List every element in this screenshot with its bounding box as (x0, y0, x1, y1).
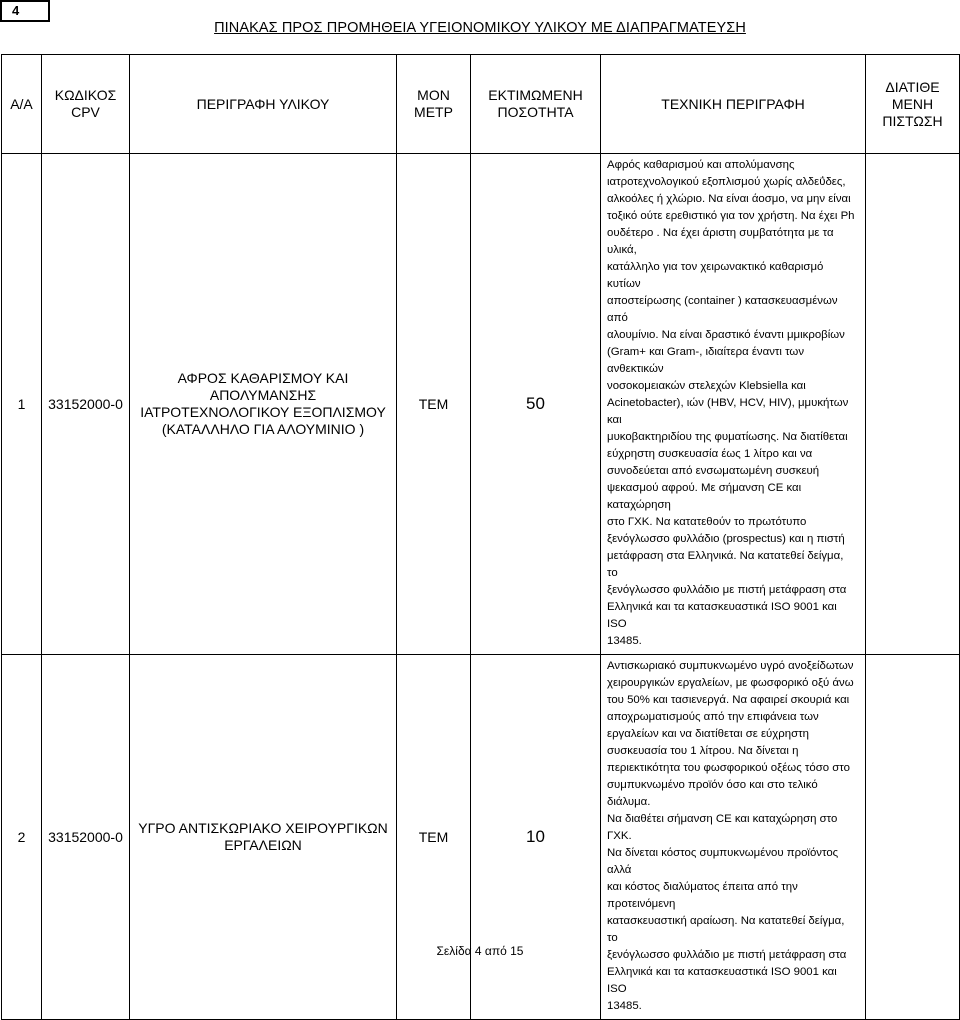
page-title: ΠΙΝΑΚΑΣ ΠΡΟΣ ΠΡΟΜΗΘΕΙΑ ΥΓΕΙΟΝΟΜΙΚΟΥ ΥΛΙΚΟΥ ΜΕ ΔΙΑΠΡΑΓΜΑΤΕΥΣΗ (214, 20, 746, 36)
row-aa: 1 (2, 154, 42, 655)
tech-line: (Gram+ και Gram-, ιδιαίτερα έναντι των ανθεκτικών (607, 346, 805, 375)
row-available-credit (866, 154, 960, 655)
tech-line: Αντισκωριακό συμπυκνωμένο υγρό ανοξείδωτων (607, 660, 854, 672)
tech-line: Να δίνεται κόστος συμπυκνωμένου προϊόντος αλλά (607, 847, 839, 876)
row-technical-description (601, 154, 866, 655)
row-quantity: 50 (471, 154, 601, 655)
tech-line: ψεκασμού αφρού. Με σήμανση CE και καταχώρηση (607, 482, 802, 511)
tech-line: μυκοβακτηριδίου της φυματίωσης. Να διατίθεται (607, 431, 848, 443)
tech-line: αποχρωματισμούς από την επιφάνεια των (607, 711, 819, 723)
tech-line: 13485. (607, 635, 642, 647)
row-cpv: 33152000-0 (42, 154, 130, 655)
tech-line: εργαλείων και να διατίθεται σε εύχρηστη (607, 728, 809, 740)
tech-line: ξενόγλωσσο φυλλάδιο με πιστή μετάφραση στα (607, 949, 847, 961)
tech-line: ιατροτεχνολογικού εξοπλισμού χωρίς αλδεΰδες, (607, 176, 846, 188)
tech-line: του 50% και τασιενεργά. Να αφαιρεί σκουριά και (607, 694, 850, 706)
header-available-credit: ΔΙΑΤΙΘΕ ΜΕΝΗ ΠΙΣΤΩΣΗ (866, 55, 960, 154)
tech-line: αλουμίνιο. Να είναι δραστικό έναντι μμικροβίων (607, 329, 845, 341)
row-cpv: 33152000-0 (42, 655, 130, 1020)
row-quantity: 10 (471, 655, 601, 1020)
header-technical-description: ΤΕΧΝΙΚΗ ΠΕΡΙΓΡΑΦΗ (601, 55, 866, 154)
tech-line: εύχρηστη συσκευασία έως 1 λίτρο και να (607, 448, 813, 460)
tech-line: κατασκευαστική αραίωση. Να κατατεθεί δείγμα, το (607, 915, 845, 944)
tech-line: Acinetobacter), ιών (HBV, HCV, HIV), μμυκήτων και (607, 397, 849, 426)
header-description: ΠΕΡΙΓΡΑΦΗ ΥΛΙΚΟΥ (130, 55, 397, 154)
page-footer: Σελίδα 4 από 15 (436, 944, 524, 958)
tech-line: Αφρός καθαρισμού και απολύμανσης (607, 159, 795, 171)
tech-line: αποστείρωσης (container ) κατασκευασμένων από (607, 295, 838, 324)
tech-line: αλκοόλες ή χλώριο. Να είναι άοσμο, να μην είναι (607, 193, 851, 205)
row-description: ΥΓΡΟ ΑΝΤΙΣΚΩΡΙΑΚΟ ΧΕΙΡΟΥΡΓΙΚΩΝ ΕΡΓΑΛΕΙΩΝ (130, 655, 397, 1020)
row-description: ΑΦΡΟΣ ΚΑΘΑΡΙΣΜΟΥ ΚΑΙ ΑΠΟΛΥΜΑΝΣΗΣ ΙΑΤΡΟΤΕΧΝΟΛΟΓΙΚΟΥ ΕΞΟΠΛΙΣΜΟΥ (ΚΑΤΑΛΛΗΛΟ ΓΙΑ ΑΛΟΥΜΙΝΙΟ ) (130, 154, 397, 655)
tech-line: μετάφραση στα Ελληνικά. Να κατατεθεί δείγμα, το (607, 550, 844, 579)
tech-line: περιεκτικότητα του φωσφορικού οξέως τόσο στο (607, 762, 850, 774)
row-technical-description (601, 655, 866, 1020)
header-quantity: ΕΚΤΙΜΩΜΕΝΗ ΠΟΣΟΤΗΤΑ (471, 55, 601, 154)
tech-line: κατάλληλο για τον χειρωνακτικό καθαρισμό κυτίων (607, 261, 824, 290)
row-unit: ΤΕΜ (397, 154, 471, 655)
table-header-row (2, 55, 960, 154)
row-aa: 2 (2, 655, 42, 1020)
tech-line: Ελληνικά και τα κατασκευαστικά ISO 9001 και ISO (607, 966, 837, 995)
tech-line: χειρουργικών εργαλείων, με φωσφορικό οξύ άνω (607, 677, 854, 689)
row-unit: ΤΕΜ (397, 655, 471, 1020)
tech-line: νοσοκομειακών στελεχών Klebsiella και (607, 380, 806, 392)
tech-line: ξενόγλωσσο φυλλάδιο (prospectus) και η πιστή (607, 533, 845, 545)
header-cpv: ΚΩΔΙΚΟΣ CPV (42, 55, 130, 154)
table-row (2, 655, 960, 1020)
row-available-credit (866, 655, 960, 1020)
tech-line: Να διαθέτει σήμανση CE και καταχώρηση στο ΓΧΚ. (607, 813, 838, 842)
header-aa: Α/Α (2, 55, 42, 154)
tech-line: 13485. (607, 1000, 642, 1012)
header-unit: ΜΟΝ ΜΕΤΡ (397, 55, 471, 154)
tech-line: τοξικό ούτε ερεθιστικό για τον χρήστη. Να έχει Ph (607, 210, 855, 222)
procurement-table (1, 54, 960, 1020)
tech-line: και κόστος διαλύματος έπειτα από την προτεινόμενη (607, 881, 798, 910)
tech-line: συνοδεύεται από ενσωματωμένη συσκευή (607, 465, 820, 477)
tech-line: Ελληνικά και τα κατασκευαστικά ISO 9001 και ISO (607, 601, 837, 630)
tech-line: στο ΓΧΚ. Να κατατεθούν το πρωτότυπο (607, 516, 807, 528)
tech-line: ξενόγλωσσο φυλλάδιο με πιστή μετάφραση στα (607, 584, 847, 596)
page-number-box: 4 (0, 0, 50, 22)
tech-line: συμπυκνωμένο προϊόν όσο και στο τελικό διάλυμα. (607, 779, 818, 808)
tech-line: συσκευασία του 1 λίτρου. Να δίνεται η (607, 745, 799, 757)
table-row (2, 154, 960, 655)
tech-line: ουδέτερο . Να έχει άριστη συμβατότητα με τα υλικά, (607, 227, 834, 256)
